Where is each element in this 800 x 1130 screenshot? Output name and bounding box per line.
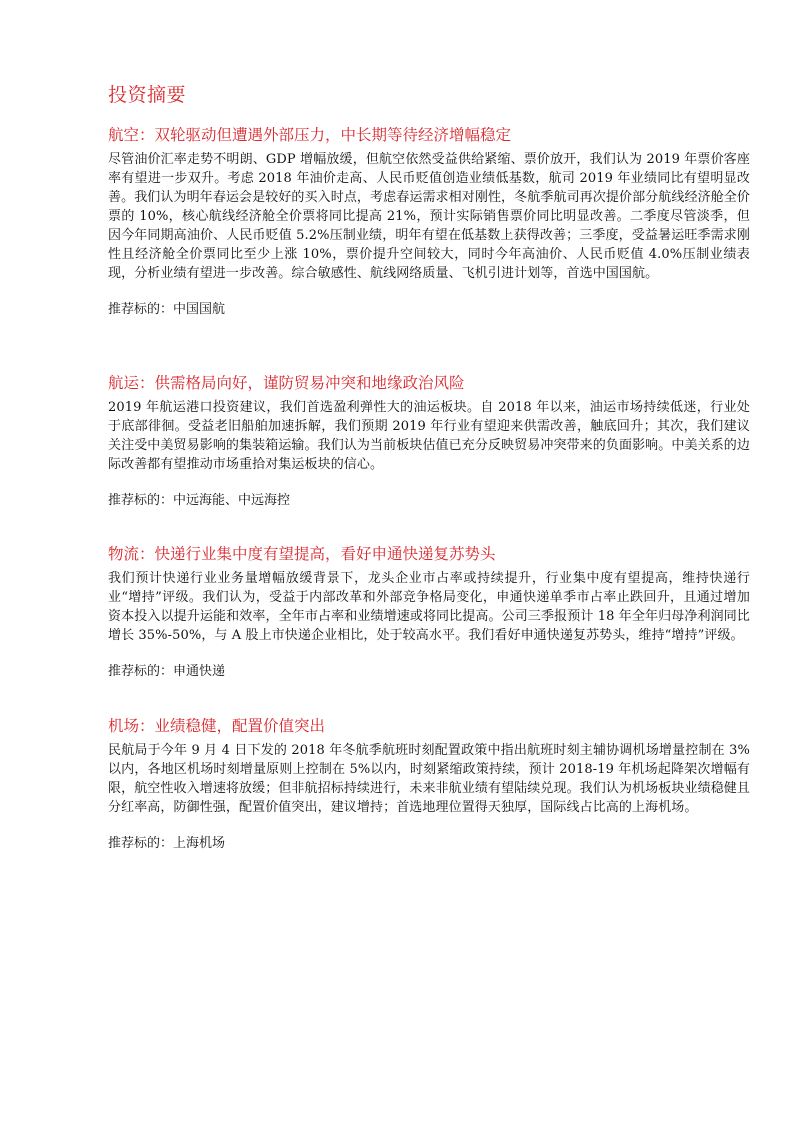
recommended-stocks: 推荐标的：上海机场	[108, 836, 226, 851]
page-title: 投资摘要	[108, 84, 187, 106]
recommended-stocks: 推荐标的：中远海能、中远海控	[108, 493, 291, 508]
section-shipping	[108, 372, 750, 510]
section-body: 民航局于今年 9 月 4 日下发的 2018 年冬航季航班时刻配置政策中指出航班时刻主辅协调机场增量控制在 3%以内，各地区机场时刻增量原则上控制在 5%以内，时刻紧缩政策持续，预计 2018-19 年机场起降架次增幅有限，航空性收入增速将放缓；但非航招标持续进行，未来非航业绩有望陆续兑现。我们认为机场板块业绩稳健且分红率高，防御性强，配置价值突出，建议增持；首选地理位置得天独厚，国际线占比高的上海机场。	[108, 743, 750, 815]
recommended-stocks: 推荐标的：申通快递	[108, 664, 226, 679]
section-airport	[108, 715, 750, 853]
section-heading: 航运：供需格局向好，谨防贸易冲突和地缘政治风险	[108, 374, 465, 392]
section-body: 尽管油价汇率走势不明朗、GDP 增幅放缓，但航空依然受益供给紧缩、票价放开，我们认为 2019 年票价客座率有望进一步双升。考虑 2018 年油价走高、人民币贬值创造业绩低基数，航司 2019 年业绩同比有望明显改善。我们认为明年春运会是较好的买入时点，考虑春运需求相对刚性，冬航季航司再次提价部分航线经济舱全价票的 10%，核心航线经济舱全价票将同比提高 21%，预计实际销售票价同比明显改善。二季度尽管淡季，但因今年同期高油价、人民币贬值 5.2%压制业绩，明年有望在低基数上获得改善；三季度，受益暑运旺季需求刚性且经济舱全价票同比至少上涨 10%，票价提升空间较大，同时今年高油价、人民币贬值 4.0%压制业绩表现，分析业绩有望进一步改善。综合敏感性、航线网络质量、飞机引进计划等，首选中国国航。	[108, 152, 750, 281]
section-body: 我们预计快递行业业务量增幅放缓背景下，龙头企业市占率或持续提升，行业集中度有望提高，维持快递行业“增持”评级。我们认为，受益于内部改革和外部竞争格局变化，申通快递单季市占率止跌回升，且通过增加资本投入以提升运能和效率，全年市占率和业绩增速或将同比提高。公司三季报预计 18 年全年归母净利润同比增长 35%-50%，与 A 股上市快递企业相比，处于较高水平。我们看好申通快递复苏势头，维持“增持”评级。	[108, 571, 750, 643]
section-body: 2019 年航运港口投资建议，我们首选盈利弹性大的油运板块。自 2018 年以来，油运市场持续低迷，行业处于底部徘徊。受益老旧船舶加速拆解，我们预期 2019 年行业有望迎来供需改善，触底回升；其次，我们建议关注受中美贸易影响的集装箱运输。我们认为当前板块估值已充分反映贸易冲突带来的负面影响。中美关系的边际改善都有望推动市场重拾对集运板块的信心。	[108, 400, 750, 472]
section-heading: 机场：业绩稳健，配置价值突出	[108, 717, 326, 735]
section-logistics	[108, 543, 750, 681]
section-aviation	[108, 124, 750, 319]
section-heading: 物流：快递行业集中度有望提高，看好申通快递复苏势头	[108, 545, 496, 563]
recommended-stocks: 推荐标的：中国国航	[108, 302, 226, 317]
section-heading: 航空：双轮驱动但遭遇外部压力，中长期等待经济增幅稳定	[108, 126, 512, 144]
